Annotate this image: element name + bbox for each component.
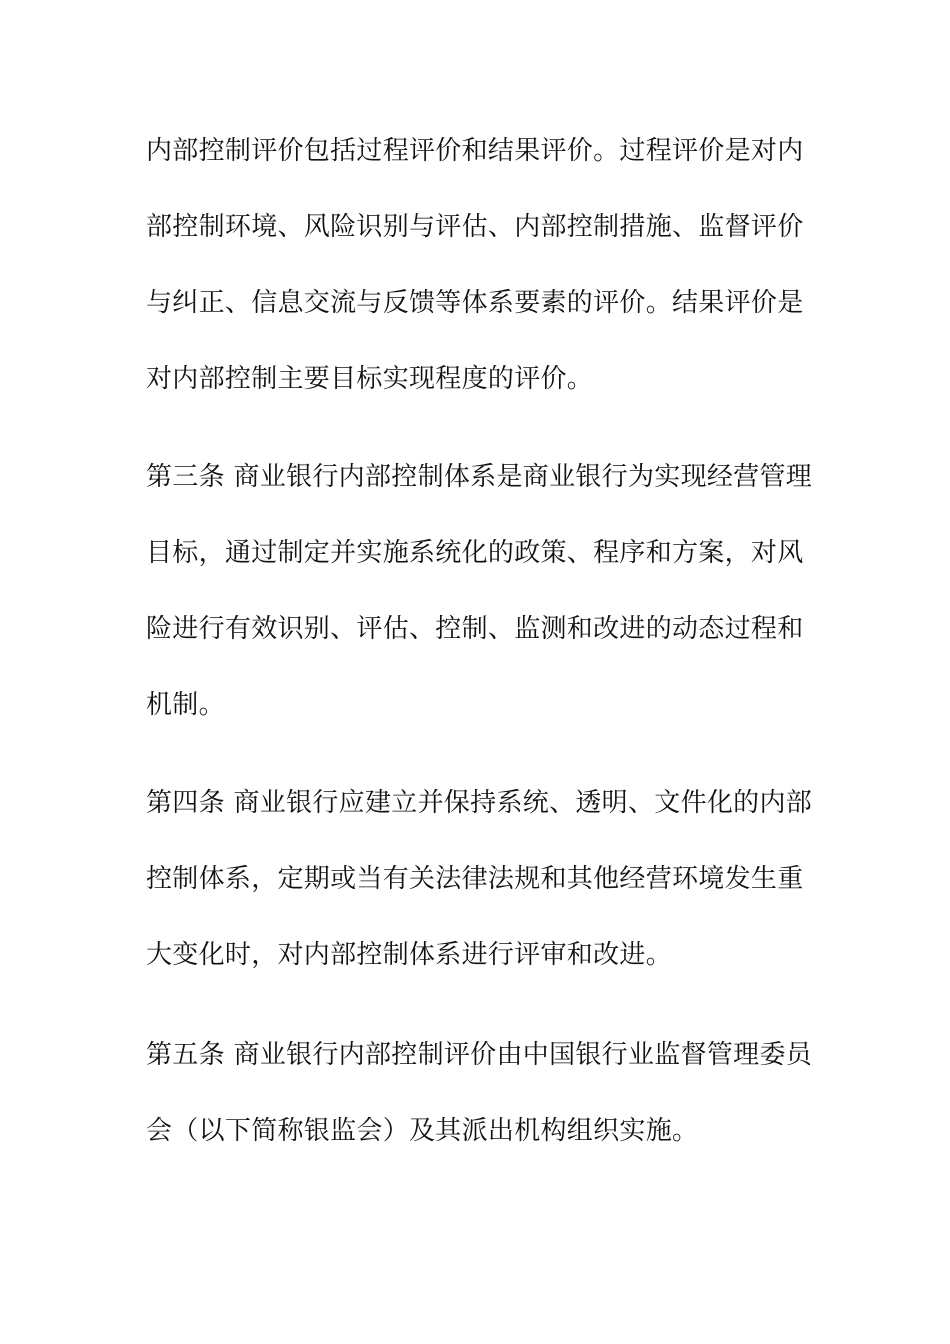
paragraph-evaluation-scope [146, 136, 826, 440]
text-line: 部控制环境、风险识别与评估、内部控制措施、监督评价 [146, 212, 804, 242]
text-line: 机制。 [146, 690, 225, 720]
text-line: 与纠正、信息交流与反馈等体系要素的评价。结果评价是 [146, 288, 804, 318]
text-line: 大变化时，对内部控制体系进行评审和改进。 [146, 940, 673, 970]
text-line: 对内部控制主要目标实现程度的评价。 [146, 364, 594, 394]
paragraph-article-3 [146, 462, 826, 766]
text-line: 会（以下简称银监会）及其派出机构组织实施。 [146, 1116, 699, 1146]
text-line: 险进行有效识别、评估、控制、监测和改进的动态过程和 [146, 614, 804, 644]
paragraph-article-5 [146, 1040, 826, 1192]
text-line: 第四条 商业银行应建立并保持系统、透明、文件化的内部 [146, 788, 813, 818]
text-line: 控制体系，定期或当有关法律法规和其他经营环境发生重 [146, 864, 804, 894]
paragraph-article-4 [146, 788, 826, 1016]
text-line: 第三条 商业银行内部控制体系是商业银行为实现经营管理 [146, 462, 813, 492]
text-line: 内部控制评价包括过程评价和结果评价。过程评价是对内 [146, 136, 804, 166]
text-line: 第五条 商业银行内部控制评价由中国银行业监督管理委员 [146, 1040, 813, 1070]
text-line: 目标，通过制定并实施系统化的政策、程序和方案，对风 [146, 538, 804, 568]
